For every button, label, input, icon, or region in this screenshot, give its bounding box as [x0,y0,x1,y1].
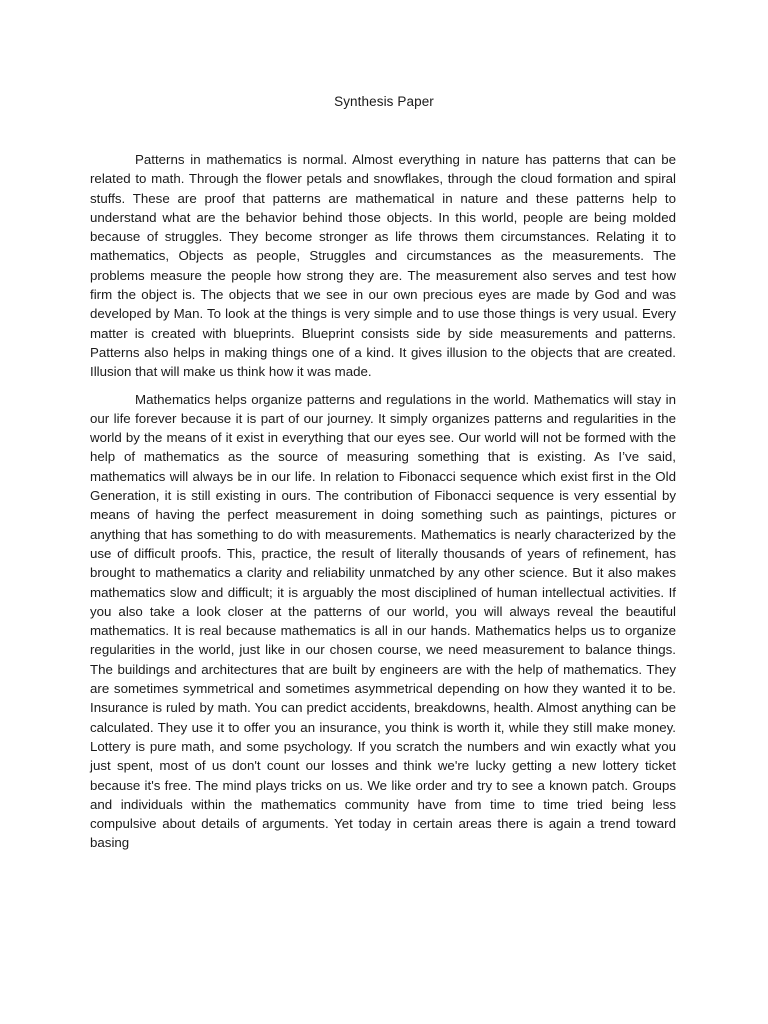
document-body [90,150,676,853]
paragraph-1: Patterns in mathematics is normal. Almost everything in nature has patterns that can be related to math. Through the flower petals and snowflakes, through the cloud formation and spiral stuffs. These are proof that patterns are mathematical in nature and these patterns help to understand what are the behavior behind those objects. In this world, people are being molded because of struggles. They become stronger as life throws them circumstances. Relating it to mathematics, Objects as people, Struggles and circumstances as the measurements. The problems measure the people how strong they are. The measurement also serves and test how firm the object is. The objects that we see in our own precious eyes are made by God and was developed by Man. To look at the things is very simple and to use those things is very usual. Every matter is created with blueprints. Blueprint consists side by side measurements and patterns. Patterns also helps in making things one of a kind. It gives illusion to the objects that are created. Illusion that will make us think how it was made. [90,152,676,380]
paragraph-2: Mathematics helps organize patterns and regulations in the world. Mathematics will stay in our life forever because it is part of our journey. It simply organizes patterns and regularities in the world by the means of it exist in everything that our eyes see. Our world will not be formed with the help of mathematics as the source of measuring something that is existing. As I’ve said, mathematics will always be in our life. In relation to Fibonacci sequence which exist first in the Old Generation, it is still existing in ours. The contribution of Fibonacci sequence is very essential by means of having the perfect measurement in doing something such as paintings, pictures or anything that has something to do with measurements. Mathematics is nearly characterized by the use of difficult proofs. This, practice, the result of literally thousands of years of refinement, has brought to mathematics a clarity and reliability unmatched by any other science. But it also makes mathematics slow and difficult; it is arguably the most disciplined of human intellectual activities. If you also take a look closer at the patterns of our world, you will always reveal the beautiful mathematics. It is real because mathematics is all in our hands. Mathematics helps us to organize regularities in the world, just like in our chosen course, we need measurement to balance things. The buildings and architectures that are built by engineers are with the help of mathematics. They are sometimes symmetrical and sometimes asymmetrical depending on how they wanted it to be. Insurance is ruled by math. You can predict accidents, breakdowns, health. Almost anything can be calculated. They use it to offer you an insurance, you think is worth it, while they still make money. Lottery is pure math, and some psychology. If you scratch the numbers and win exactly what you just spent, most of us don't count our losses and think we're lucky getting a new lottery ticket because it's free. The mind plays tricks on us. We like order and try to see a known patch. Groups and individuals within the mathematics community have from time to time tried being less compulsive about details of arguments. Yet today in certain areas there is again a trend toward basing [90,391,676,851]
document-title: Synthesis Paper [334,94,434,109]
